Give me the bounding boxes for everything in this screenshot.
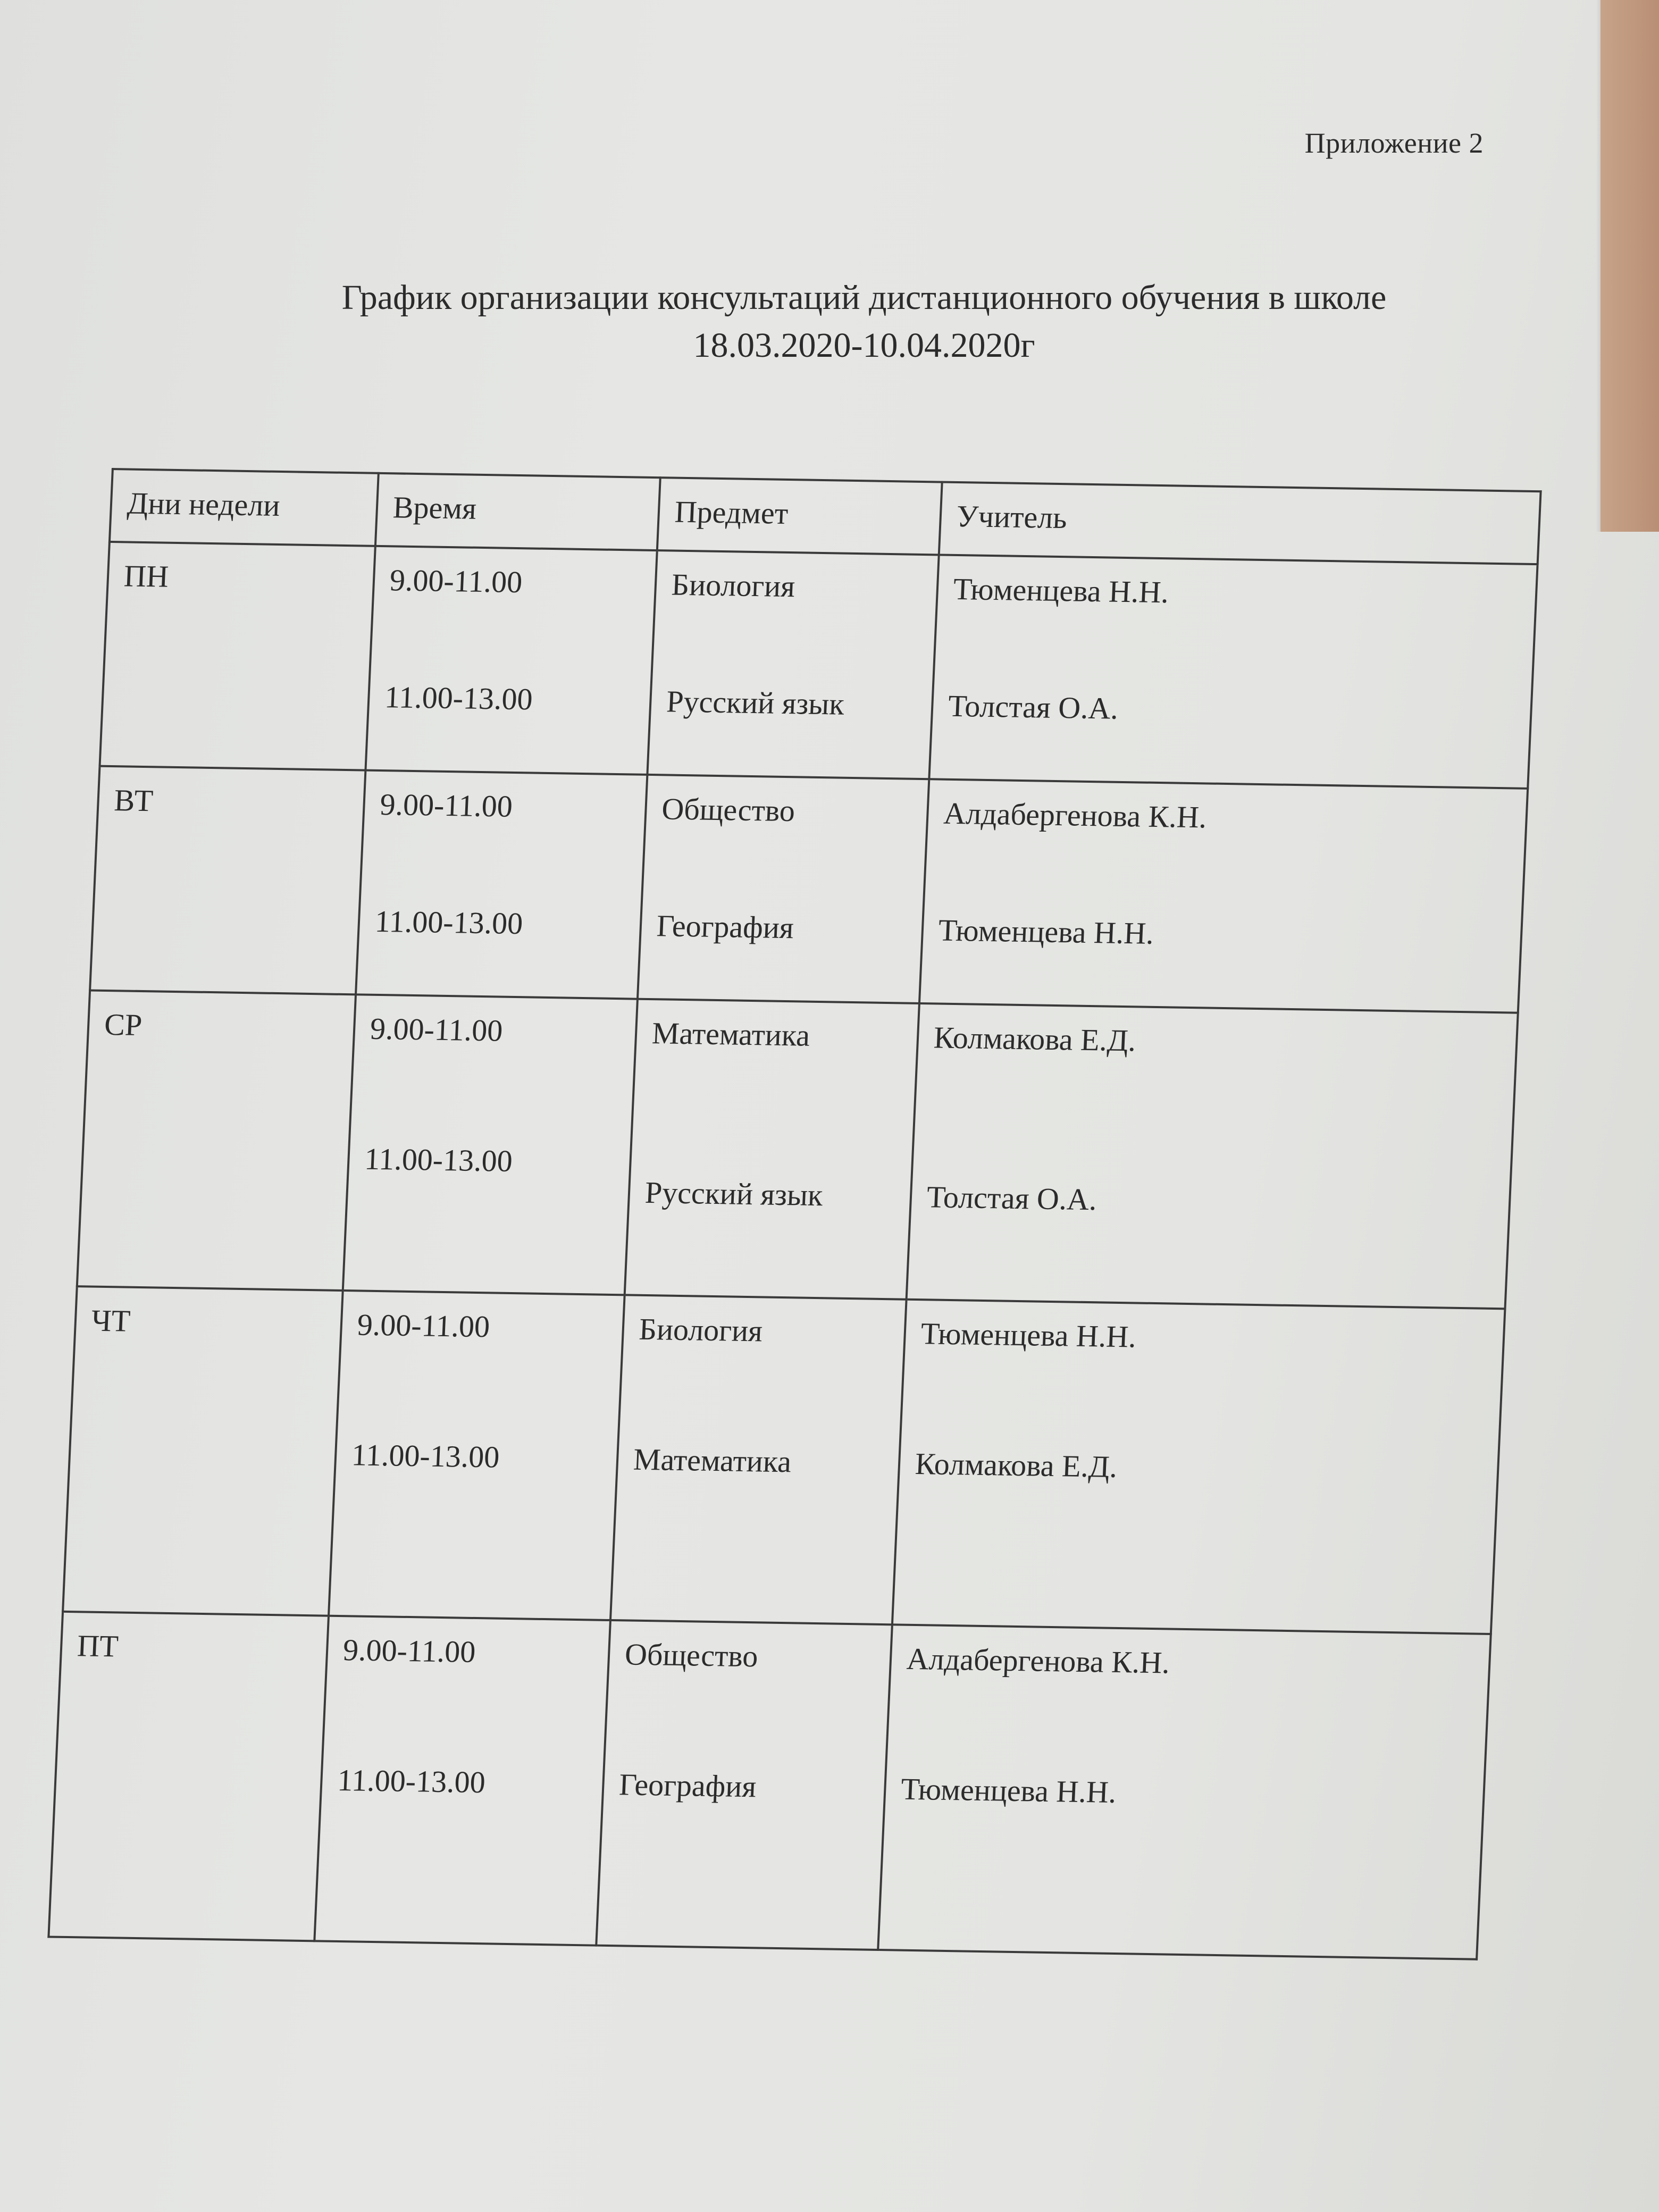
time-cell xyxy=(343,994,638,1295)
appendix-label: Приложение 2 xyxy=(1304,127,1484,159)
header-time: Время xyxy=(375,473,660,550)
teacher-cell xyxy=(907,1003,1518,1309)
time-slot-2: 11.00-13.00 xyxy=(374,903,524,941)
time-slot-2: 11.00-13.00 xyxy=(364,1141,514,1178)
time-cell xyxy=(314,1616,610,1946)
time-slot-1: 9.00-11.00 xyxy=(389,563,523,600)
subject-slot-1: Биология xyxy=(671,567,796,604)
time-slot-2: 11.00-13.00 xyxy=(384,680,534,717)
teacher-slot-2: Тюменцева Н.Н. xyxy=(937,912,1155,951)
teacher-slot-1: Алдабергенова К.Н. xyxy=(906,1641,1171,1680)
day-cell: ЧТ xyxy=(63,1286,343,1616)
subject-cell xyxy=(647,550,939,779)
time-slot-1: 9.00-11.00 xyxy=(356,1307,491,1344)
time-slot-2: 11.00-13.00 xyxy=(337,1762,487,1800)
document-title xyxy=(0,274,1659,370)
subject-cell xyxy=(610,1295,907,1624)
desk-surface xyxy=(1601,0,1659,532)
day-cell: СР xyxy=(77,990,356,1291)
teacher-cell xyxy=(929,555,1537,788)
teacher-slot-1: Тюменцева Н.Н. xyxy=(920,1316,1137,1354)
time-slot-1: 9.00-11.00 xyxy=(369,1011,504,1048)
teacher-slot-1: Колмакова Е.Д. xyxy=(933,1020,1137,1058)
header-subject: Предмет xyxy=(657,477,942,555)
subject-slot-2: География xyxy=(618,1767,757,1804)
table-row-tuesday xyxy=(90,766,1528,1013)
table-row-monday xyxy=(100,542,1538,789)
time-cell xyxy=(356,770,647,999)
header-day: Дни недели xyxy=(110,469,379,546)
teacher-slot-2: Тюменцева Н.Н. xyxy=(900,1771,1117,1809)
teacher-cell xyxy=(919,779,1528,1012)
schedule-table xyxy=(47,468,1541,1960)
subject-slot-2: Математика xyxy=(632,1442,792,1479)
subject-cell xyxy=(625,999,919,1300)
time-slot-1: 9.00-11.00 xyxy=(379,787,514,824)
table-row-wednesday xyxy=(77,990,1518,1309)
subject-slot-2: Русский язык xyxy=(644,1175,824,1213)
teacher-slot-2: Колмакова Е.Д. xyxy=(914,1446,1118,1484)
subject-slot-2: Русский язык xyxy=(666,684,845,722)
teacher-cell xyxy=(878,1624,1491,1959)
time-cell xyxy=(329,1291,625,1620)
teacher-cell xyxy=(892,1300,1505,1634)
subject-slot-1: Биология xyxy=(638,1311,764,1348)
time-slot-1: 9.00-11.00 xyxy=(342,1632,476,1670)
title-line-2: 18.03.2020-10.04.2020г xyxy=(693,326,1035,365)
day-cell: ПТ xyxy=(48,1612,329,1941)
teacher-slot-2: Толстая О.А. xyxy=(947,688,1119,726)
subject-slot-2: География xyxy=(656,908,795,945)
day-cell: ВТ xyxy=(90,766,365,995)
header-teacher: Учитель xyxy=(939,482,1541,565)
teacher-slot-1: Тюменцева Н.Н. xyxy=(952,571,1170,610)
time-slot-2: 11.00-13.00 xyxy=(350,1437,500,1474)
subject-cell xyxy=(638,775,929,1003)
table-row-friday xyxy=(48,1612,1490,1959)
teacher-slot-2: Толстая О.А. xyxy=(926,1179,1098,1217)
subject-slot-1: Математика xyxy=(651,1016,811,1053)
day-cell: ПН xyxy=(100,542,375,770)
subject-cell xyxy=(596,1620,892,1950)
teacher-slot-1: Алдабергенова К.Н. xyxy=(943,795,1208,835)
subject-slot-1: Общество xyxy=(624,1637,759,1674)
table-row-thursday xyxy=(63,1286,1505,1634)
time-cell xyxy=(365,546,657,775)
subject-slot-1: Общество xyxy=(661,791,796,828)
title-line-1: График организации консультаций дистанционного обучения в школе xyxy=(341,278,1387,317)
sheet-edge-shadow xyxy=(1596,0,1601,532)
